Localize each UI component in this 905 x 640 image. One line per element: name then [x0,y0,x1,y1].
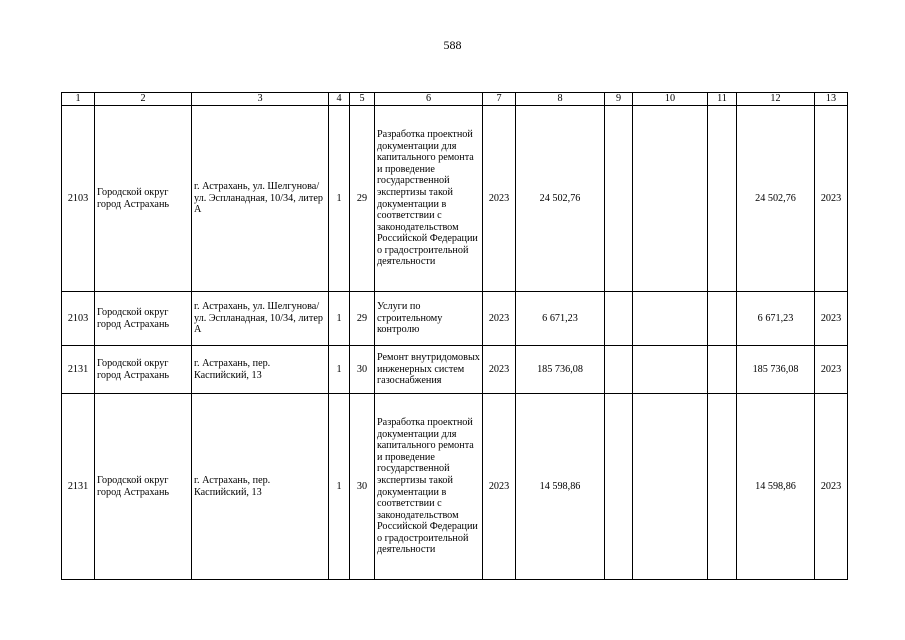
column-header: 6 [375,93,483,106]
cell-col10 [633,292,708,346]
cell-col5: 29 [350,292,375,346]
column-header: 10 [633,93,708,106]
column-header: 12 [737,93,815,106]
cell-year: 2023 [483,106,516,292]
cell-col10 [633,346,708,394]
column-number-row [62,93,848,106]
cell-address: г. Астрахань, пер. Каспийский, 13 [192,346,329,394]
cell-work-type: Ремонт внутридомовых инженерных систем газоснабжения [375,346,483,394]
cell-work-type: Разработка проектной документации для капитального ремонта и проведение государственной экспертизы такой документации в соответствии с законодательством Российской Федерации о градостроительной деятельности [375,106,483,292]
column-header: 1 [62,93,95,106]
cell-col10 [633,106,708,292]
cell-total: 185 736,08 [737,346,815,394]
page-number: 588 [443,38,462,52]
cell-col4: 1 [329,394,350,580]
cell-address: г. Астрахань, ул. Шелгунова/ ул. Эспланадная, 10/34, литер А [192,106,329,292]
cell-house-id: 2103 [62,292,95,346]
table-row [62,346,848,394]
cell-col4: 1 [329,106,350,292]
cell-col5: 30 [350,394,375,580]
cell-year: 2023 [483,394,516,580]
column-header: 3 [192,93,329,106]
cell-end-year: 2023 [815,292,848,346]
cell-municipality: Городской округ город Астрахань [95,394,192,580]
cell-col11 [708,106,737,292]
cell-total: 6 671,23 [737,292,815,346]
cell-col5: 30 [350,346,375,394]
cell-address: г. Астрахань, пер. Каспийский, 13 [192,394,329,580]
cell-total: 14 598,86 [737,394,815,580]
registry-table [61,92,848,580]
cell-end-year: 2023 [815,106,848,292]
cell-col9 [605,346,633,394]
cell-house-id: 2103 [62,106,95,292]
cell-house-id: 2131 [62,394,95,580]
cell-cost: 14 598,86 [516,394,605,580]
cell-year: 2023 [483,292,516,346]
cell-col4: 1 [329,292,350,346]
cell-total: 24 502,76 [737,106,815,292]
cell-end-year: 2023 [815,394,848,580]
cell-cost: 24 502,76 [516,106,605,292]
cell-col5: 29 [350,106,375,292]
column-header: 2 [95,93,192,106]
cell-year: 2023 [483,346,516,394]
cell-col11 [708,346,737,394]
cell-address: г. Астрахань, ул. Шелгунова/ ул. Эспланадная, 10/34, литер А [192,292,329,346]
cell-col9 [605,106,633,292]
cell-house-id: 2131 [62,346,95,394]
cell-col11 [708,394,737,580]
table-row [62,106,848,292]
cell-end-year: 2023 [815,346,848,394]
cell-col9 [605,394,633,580]
table-row [62,394,848,580]
column-header: 4 [329,93,350,106]
cell-col11 [708,292,737,346]
column-header: 13 [815,93,848,106]
column-header: 8 [516,93,605,106]
cell-col10 [633,394,708,580]
column-header: 11 [708,93,737,106]
cell-municipality: Городской округ город Астрахань [95,292,192,346]
column-header: 7 [483,93,516,106]
cell-municipality: Городской округ город Астрахань [95,106,192,292]
cell-col9 [605,292,633,346]
cell-col4: 1 [329,346,350,394]
cell-work-type: Услуги по строительному контролю [375,292,483,346]
cell-work-type: Разработка проектной документации для капитального ремонта и проведение государственной экспертизы такой документации в соответствии с законодательством Российской Федерации о градостроительной деятельности [375,394,483,580]
table-row [62,292,848,346]
cell-cost: 6 671,23 [516,292,605,346]
cell-cost: 185 736,08 [516,346,605,394]
cell-municipality: Городской округ город Астрахань [95,346,192,394]
column-header: 5 [350,93,375,106]
column-header: 9 [605,93,633,106]
